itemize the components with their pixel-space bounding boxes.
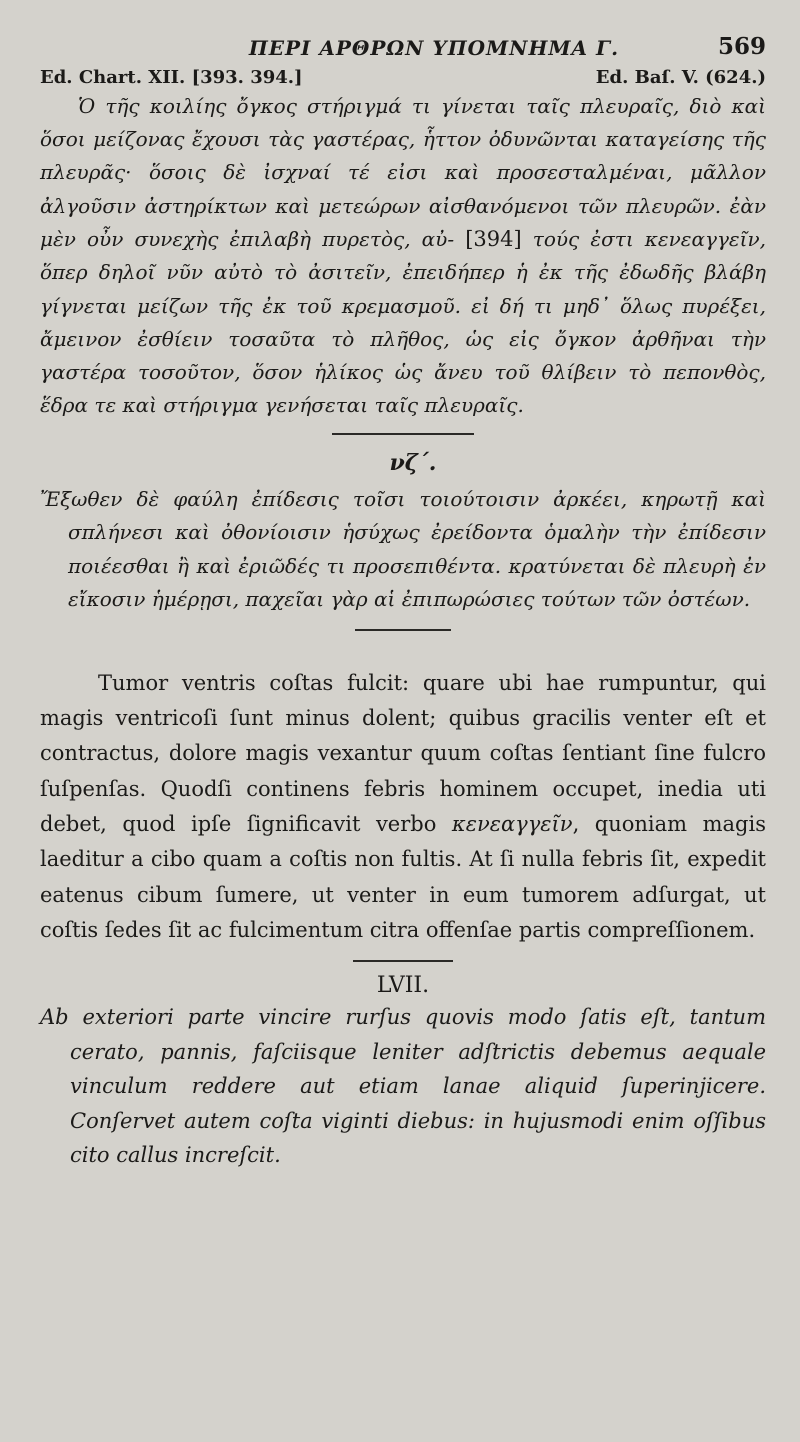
edition-basel: Ed. Baſ. V. (624.) xyxy=(595,67,766,88)
latin-commentary-part1: Tumor ventris coſtas fulcit: quare ubi hae rumpuntur, qui magis ventricoſi ſunt minus dolent; quibus gracilis venter eſt et contractus, dolore magis vexantur quum coſtas ſentiant ſine fulcro ſuſpenſas. Quodſi continens febris hominem occupet, inedia uti debet, quod ipſe ſignificavit verbo xyxy=(40,670,766,836)
latin-commentary xyxy=(40,666,766,948)
greek-aphorism xyxy=(40,483,766,617)
page-number: 569 xyxy=(717,33,766,60)
latin-commentary-part2: , quoniam magis laeditur a cibo quam a coſtis non fultis. At ſi nulla febris ſit, expedit eatenus cibum ſumere, ut venter in eum tumorem adſurgat, ut coſtis ſedes ſit ac fulcimentum citra offenſae partis compreſſionem. xyxy=(40,811,766,942)
greek-aphorism-text: Ἔξωθεν δὲ φαύλη ἐπίδεσις τοῖσι τοιούτοισιν ἀρκέει, κηρωτῇ καὶ σπλήνεσι καὶ ὀθονίοισιν ἡσύχως ἐρείδοντα ὁμαλὴν τὴν ἐπίδεσιν ποιέεσθαι ἢ καὶ ἐριῶδές τι προσεπιθέντα. κρατύνεται δὲ πλευρὴ ἐν εἴκοσιν ἡμέρῃσι, παχεῖαι γὰρ αἱ ἐπιπωρώσιες τούτων τῶν ὀστέων. xyxy=(40,486,766,612)
latin-commentary-greek-word: κενεαγγεῖν xyxy=(451,811,573,836)
section-divider-rule xyxy=(353,960,453,962)
greek-commentary xyxy=(40,90,766,423)
greek-commentary-part2: τούς ἐστι κενεαγγεῖν, ὅπερ δηλοῖ νῦν αὐτὸ τὸ ἀσιτεῖν, ἐπειδήπερ ἡ ἐκ τῆς ἐδωδῆς βλάβη γίγνεται μείζων τῆς ἐκ τοῦ κρεμασμοῦ. εἰ δή τι μηδ᾽ ὅλως πυρέξει, ἄμεινον ἐσθίειν τοσαῦτα τὸ πλῆθος, ὡς εἰς ὄγκον ἀρθῆναι τὴν γαστέρα τοσοῦτον, ὅσον ἡλίκος ὡς ἄνευ τοῦ θλίβειν τὸ πεπονθὸς, ἕδρα τε καὶ στήριγμα γενήσεται ταῖς πλευραῖς. xyxy=(40,226,767,418)
edition-chartier: Ed. Chart. XII. [393. 394.] xyxy=(40,67,303,88)
latin-aphorism-text: Ab exteriori parte vincire rurſus quovis modo ſatis eſt, tantum cerato, pannis, faſciisque leniter adſtrictis debemus aequale vinculum reddere aut etiam lanae aliquid ſuperinjicere. Conſervet autem coſta viginti diebus: in hujusmodi enim oſſibus cito callus increſcit. xyxy=(40,1005,766,1168)
latin-section-number: LVII. xyxy=(376,973,430,999)
section-divider-rule xyxy=(355,629,451,631)
inline-page-reference: [394] xyxy=(465,226,522,251)
section-divider-rule xyxy=(332,433,474,435)
greek-commentary-part1: Ὁ τῆς κοιλίης ὄγκος στήριγμά τι γίνεται ταῖς πλευραῖς, διὸ καὶ ὅσοι μείζονας ἔχουσι τὰς γαστέρας, ἧττον ὀδυνῶνται καταγείσης τῆς πλευρᾶς· ὅσοις δὲ ἰσχναί τέ εἰσι καὶ προσεσταλμέναι, μᾶλλον ἀλγοῦσιν ἀστηρίκτων καὶ μετεώρων αἰσθανόμενοι τῶν πλευρῶν. ἐὰν μὲν οὖν συνεχὴς ἐπιλαβὴ πυρετὸς, αὐ- xyxy=(40,93,766,251)
greek-section-number: νζ΄. xyxy=(389,449,437,476)
running-title: ΠΕΡΙ ΑΡΘΡΩΝ ΥΠΟΜΝΗΜΑ Γ. xyxy=(248,36,620,60)
running-head xyxy=(40,30,766,60)
latin-aphorism xyxy=(40,1000,766,1173)
edition-references xyxy=(40,68,766,88)
latin-commentary-paragraph xyxy=(40,666,766,948)
